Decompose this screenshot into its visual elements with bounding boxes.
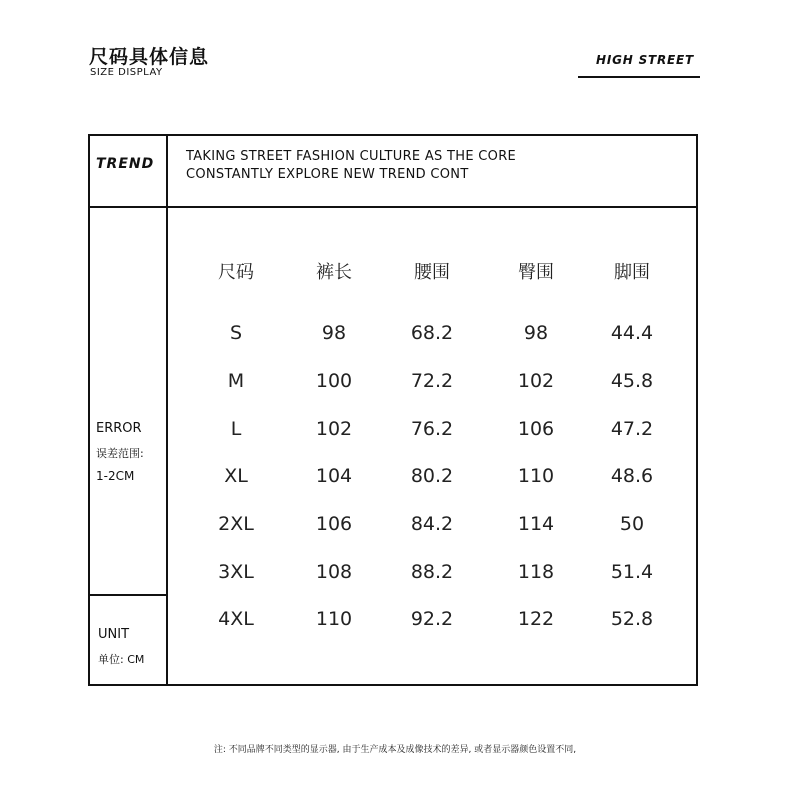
size-table-frame: [88, 134, 698, 686]
side-divider: [88, 594, 168, 596]
table-cell: 68.2: [410, 322, 454, 344]
table-cell: 98: [321, 322, 347, 344]
table-cell: 122: [517, 608, 555, 630]
table-cell: 118: [517, 561, 555, 583]
unit-cn-label: 单位: CM: [98, 653, 145, 666]
table-cell: 110: [517, 465, 555, 487]
table-cell: 108: [315, 561, 353, 583]
table-cell: 110: [315, 608, 353, 630]
col-header-length: 裤长: [316, 262, 352, 283]
footer-note: 注: 不同品牌不同类型的显示器, 由于生产成本及成像技术的差异, 或者显示器颜色设置不同,: [213, 745, 577, 755]
table-cell: XL: [224, 465, 248, 487]
table-cell: 52.8: [610, 608, 654, 630]
page-subtitle: SIZE DISPLAY: [90, 67, 163, 78]
banner-line-2: CONSTANTLY EXPLORE NEW TREND CONT: [186, 167, 469, 182]
table-cell: 88.2: [410, 561, 454, 583]
frame-vertical-divider: [166, 134, 168, 686]
table-cell: 4XL: [218, 608, 254, 630]
table-cell: 104: [315, 465, 353, 487]
table-cell: 102: [517, 370, 555, 392]
col-header-hip: 臀围: [518, 262, 554, 283]
col-header-waist: 腰围: [414, 262, 450, 283]
error-title: ERROR: [96, 421, 142, 436]
table-cell: 44.4: [610, 322, 654, 344]
table-cell: 50: [619, 513, 645, 535]
trend-label: TREND: [96, 156, 155, 172]
page-title: 尺码具体信息: [89, 46, 210, 68]
brand-tag: HIGH STREET: [596, 53, 695, 67]
table-cell: 72.2: [410, 370, 454, 392]
table-cell: 80.2: [410, 465, 454, 487]
table-cell: 100: [315, 370, 353, 392]
table-cell: 106: [315, 513, 353, 535]
frame-horizontal-divider: [88, 206, 698, 208]
table-cell: 114: [517, 513, 555, 535]
table-cell: S: [229, 322, 243, 344]
table-cell: 45.8: [610, 370, 654, 392]
table-cell: 48.6: [610, 465, 654, 487]
error-range: 1-2CM: [96, 469, 135, 483]
table-cell: L: [230, 418, 242, 440]
banner-line-1: TAKING STREET FASHION CULTURE AS THE CORE: [186, 149, 517, 164]
table-cell: 98: [523, 322, 549, 344]
table-cell: 3XL: [218, 561, 254, 583]
col-header-hem: 脚围: [614, 262, 650, 283]
brand-tag-underline: [578, 76, 700, 78]
table-cell: 76.2: [410, 418, 454, 440]
table-cell: 102: [315, 418, 353, 440]
table-cell: 47.2: [610, 418, 654, 440]
table-cell: 84.2: [410, 513, 454, 535]
unit-title: UNIT: [98, 627, 130, 642]
error-cn-label: 误差范围:: [96, 447, 144, 460]
table-cell: M: [227, 370, 245, 392]
table-cell: 92.2: [410, 608, 454, 630]
col-header-size: 尺码: [218, 262, 254, 283]
table-cell: 51.4: [610, 561, 654, 583]
table-cell: 106: [517, 418, 555, 440]
table-cell: 2XL: [218, 513, 254, 535]
